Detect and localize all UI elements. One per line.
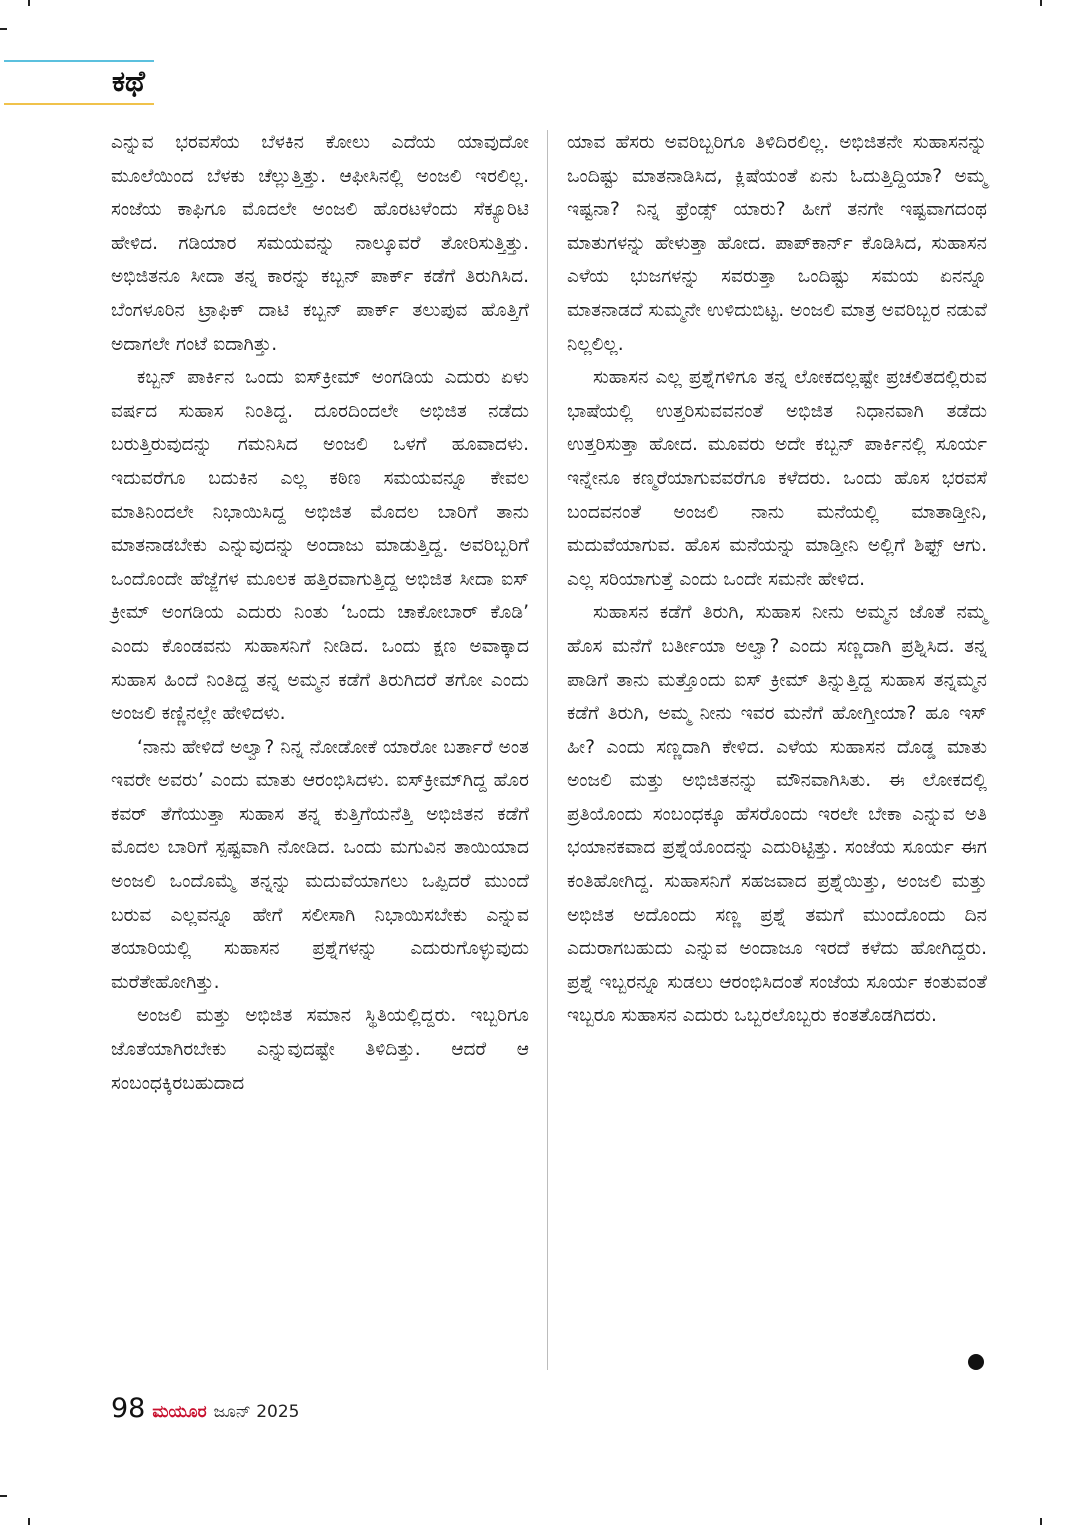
- paragraph: ಅಂಜಲಿ ಮತ್ತು ಅಭಿಜಿತ ಸಮಾನ ಸ್ಥಿತಿಯಲ್ಲಿದ್ದರು. ಇಬ್ಬರಿಗೂ ಜೊತೆಯಾಗಿರಬೇಕು ಎನ್ನುವುದಷ್ಟೇ ತಿಳಿದಿತ್ತು. ಆದರೆ ಆ ಸಂಬಂಧಕ್ಕಿರಬಹುದಾದ: [111, 1005, 529, 1094]
- paragraph: ‘ನಾನು ಹೇಳಿದೆ ಅಲ್ವಾ? ನಿನ್ನ ನೋಡೋಕೆ ಯಾರೋ ಬರ್ತಾರೆ ಅಂತ ಇವರೇ ಅವರು’ ಎಂದು ಮಾತು ಆರಂಭಿಸಿದಳು. ಐಸ್‌ಕ್ರೀಮ್‌ಗಿದ್ದ ಹೊರ ಕವರ್ ತೆಗೆಯುತ್ತಾ ಸುಹಾಸ ತನ್ನ ಕುತ್ತಿಗೆಯನೆತ್ತಿ ಅಭಿಜಿತನ ಕಡೆಗೆ ಮೊದಲ ಬಾರಿಗೆ ಸ್ಪಷ್ಟವಾಗಿ ನೋಡಿದ. ಒಂದು ಮಗುವಿನ ತಾಯಿಯಾದ ಅಂಜಲಿ ಒಂದೊಮ್ಮೆ ತನ್ನನ್ನು ಮದುವೆಯಾಗಲು ಒಪ್ಪಿದರೆ ಮುಂದೆ ಬರುವ ಎಲ್ಲವನ್ನೂ ಹೇಗೆ ಸಲೀಸಾಗಿ ನಿಭಾಯಿಸಬೇಕು ಎನ್ನುವ ತಯಾರಿಯಲ್ಲಿ ಸುಹಾಸನ ಪ್ರಶ್ನೆಗಳನ್ನು ಎದುರುಗೊಳ್ಳುವುದು ಮರೆತೇಹೋಗಿತ್ತು.: [111, 736, 529, 993]
- issue-date: ಜೂನ್ 2025: [213, 1402, 300, 1422]
- crop-mark-bottom-left-vertical: [28, 1518, 30, 1525]
- paragraph: ಕಬ್ಬನ್ ಪಾರ್ಕಿನ ಒಂದು ಐಸ್‌ಕ್ರೀಮ್ ಅಂಗಡಿಯ ಎದುರು ಏಳು ವರ್ಷದ ಸುಹಾಸ ನಿಂತಿದ್ದ. ದೂರದಿಂದಲೇ ಅಭಿಜಿತ ನಡೆದು ಬರುತ್ತಿರುವುದನ್ನು ಗಮನಿಸಿದ ಅಂಜಲಿ ಒಳಗೆ ಹೂವಾದಳು. ಇದುವರೆಗೂ ಬದುಕಿನ ಎಲ್ಲ ಕಠಿಣ ಸಮಯವನ್ನೂ ಕೇವಲ ಮಾತಿನಿಂದಲೇ ನಿಭಾಯಿಸಿದ್ದ ಅಭಿಜಿತ ಮೊದಲ ಬಾರಿಗೆ ತಾನು ಮಾತನಾಡಬೇಕು ಎನ್ನುವುದನ್ನು ಅಂದಾಜು ಮಾಡುತ್ತಿದ್ದ. ಅವರಿಬ್ಬರಿಗೆ ಒಂದೊಂದೇ ಹೆಜ್ಜೆಗಳ ಮೂಲಕ ಹತ್ತಿರವಾಗುತ್ತಿದ್ದ ಅಭಿಜಿತ ಸೀದಾ ಐಸ್ ಕ್ರೀಮ್ ಅಂಗಡಿಯ ಎದುರು ನಿಂತು ‘ಒಂದು ಚಾಕೋಬಾರ್ ಕೊಡಿ’ ಎಂದು ಕೊಂಡವನು ಸುಹಾಸನಿಗೆ ನೀಡಿದ. ಒಂದು ಕ್ಷಣ ಅವಾಕ್ಕಾದ ಸುಹಾಸ ಹಿಂದೆ ನಿಂತಿದ್ದ ತನ್ನ ಅಮ್ಮನ ಕಡೆಗೆ ತಿರುಗಿದರೆ ತಗೋ ಎಂದು ಅಂಜಲಿ ಕಣ್ಣಿನಲ್ಲೇ ಹೇಳಿದಳು.: [111, 367, 529, 725]
- crop-mark-bottom-right-vertical: [1040, 1518, 1042, 1525]
- paragraph: ಸುಹಾಸನ ಕಡೆಗೆ ತಿರುಗಿ, ಸುಹಾಸ ನೀನು ಅಮ್ಮನ ಜೊತೆ ನಮ್ಮ ಹೊಸ ಮನೆಗೆ ಬರ್ತೀಯಾ ಅಲ್ವಾ? ಎಂದು ಸಣ್ಣದಾಗಿ ಪ್ರಶ್ನಿಸಿದ. ತನ್ನ ಪಾಡಿಗೆ ತಾನು ಮತ್ತೊಂದು ಐಸ್ ಕ್ರೀಮ್ ತಿನ್ನುತ್ತಿದ್ದ ಸುಹಾಸ ತನ್ನಮ್ಮನ ಕಡೆಗೆ ತಿರುಗಿ, ಅಮ್ಮ ನೀನು ಇವರ ಮನೆಗೆ ಹೋಗ್ತೀಯಾ? ಹೂ ಇಸ್ ಹೀ? ಎಂದು ಸಣ್ಣದಾಗಿ ಕೇಳಿದ. ಎಳೆಯ ಸುಹಾಸನ ದೊಡ್ಡ ಮಾತು ಅಂಜಲಿ ಮತ್ತು ಅಭಿಜಿತನನ್ನು ಮೌನವಾಗಿಸಿತು. ಈ ಲೋಕದಲ್ಲಿ ಪ್ರತಿಯೊಂದು ಸಂಬಂಧಕ್ಕೂ ಹೆಸರೊಂದು ಇರಲೇ ಬೇಕಾ ಎನ್ನುವ ಅತಿ ಭಯಾನಕವಾದ ಪ್ರಶ್ನೆಯೊಂದನ್ನು ಎದುರಿಟ್ಟಿತ್ತು. ಸಂಜೆಯ ಸೂರ್ಯ ಈಗ ಕಂತಿಹೋಗಿದ್ದ. ಸುಹಾಸನಿಗೆ ಸಹಜವಾದ ಪ್ರಶ್ನೆಯಿತ್ತು, ಅಂಜಲಿ ಮತ್ತು ಅಭಿಜಿತ ಅದೊಂದು ಸಣ್ಣ ಪ್ರಶ್ನೆ ತಮಗೆ ಮುಂದೊಂದು ದಿನ ಎದುರಾಗಬಹುದು ಎನ್ನುವ ಅಂದಾಜೂ ಇರದೆ ಕಳೆದು ಹೋಗಿದ್ದರು. ಪ್ರಶ್ನೆ ಇಬ್ಬರನ್ನೂ ಸುಡಲು ಆರಂಭಿಸಿದಂತೆ ಸಂಜೆಯ ಸೂರ್ಯ ಕಂತುವಂತೆ ಇಬ್ಬರೂ ಸುಹಾಸನ ಎದುರು ಒಬ್ಬರಲೊಬ್ಬರು ಕಂತತೊಡಗಿದರು.: [567, 602, 987, 1027]
- section-title: ಕಥೆ: [112, 64, 145, 98]
- page-number: 98: [111, 1393, 146, 1424]
- section-rule-blue: [4, 60, 154, 62]
- paragraph: ಎನ್ನುವ ಭರವಸೆಯ ಬೆಳಕಿನ ಕೋಲು ಎದೆಯ ಯಾವುದೋ ಮೂಲೆಯಿಂದ ಬೆಳಕು ಚೆಲ್ಲುತ್ತಿತ್ತು. ಆಫೀಸಿನಲ್ಲಿ ಅಂಜಲಿ ಇರಲಿಲ್ಲ. ಸಂಜೆಯ ಕಾಫಿಗೂ ಮೊದಲೇ ಅಂಜಲಿ ಹೊರಟಳೆಂದು ಸೆಕ್ಯೂರಿಟಿ ಹೇಳಿದ. ಗಡಿಯಾರ ಸಮಯವನ್ನು ನಾಲ್ಕೂವರೆ ತೋರಿಸುತ್ತಿತ್ತು. ಅಭಿಜಿತನೂ ಸೀದಾ ತನ್ನ ಕಾರನ್ನು ಕಬ್ಬನ್ ಪಾರ್ಕ್ ಕಡೆಗೆ ತಿರುಗಿಸಿದ. ಬೆಂಗಳೂರಿನ ಟ್ರಾಫಿಕ್ ದಾಟಿ ಕಬ್ಬನ್ ಪಾರ್ಕ್ ತಲುಪುವ ಹೊತ್ತಿಗೆ ಅದಾಗಲೇ ಗಂಟೆ ಐದಾಗಿತ್ತು.: [111, 132, 529, 355]
- article-column-right: [567, 126, 987, 1033]
- crop-mark-top-left: [0, 28, 7, 30]
- paragraph: ಸುಹಾಸನ ಎಲ್ಲ ಪ್ರಶ್ನೆಗಳಿಗೂ ತನ್ನ ಲೋಕದಲ್ಲಷ್ಟೇ ಪ್ರಚಲಿತದಲ್ಲಿರುವ ಭಾಷೆಯಲ್ಲಿ ಉತ್ತರಿಸುವವನಂತೆ ಅಭಿಜಿತ ನಿಧಾನವಾಗಿ ತಡೆದು ಉತ್ತರಿಸುತ್ತಾ ಹೋದ. ಮೂವರು ಅದೇ ಕಬ್ಬನ್ ಪಾರ್ಕಿನಲ್ಲಿ ಸೂರ್ಯ ಇನ್ನೇನೂ ಕಣ್ಮರೆಯಾಗುವವರೆಗೂ ಕಳೆದರು. ಒಂದು ಹೊಸ ಭರವಸೆ ಬಂದವನಂತೆ ಅಂಜಲಿ ನಾನು ಮನೆಯಲ್ಲಿ ಮಾತಾಡ್ತೀನಿ, ಮದುವೆಯಾಗುವ. ಹೊಸ ಮನೆಯನ್ನು ಮಾಡ್ತೀನಿ ಅಲ್ಲಿಗೆ ಶಿಫ್ಟ್ ಆಗು. ಎಲ್ಲ ಸರಿಯಾಗುತ್ತೆ ಎಂದು ಒಂದೇ ಸಮನೇ ಹೇಳಿದ.: [567, 367, 987, 590]
- end-of-story-bullet-icon: [968, 1354, 984, 1370]
- crop-mark-bottom-left: [0, 1495, 7, 1497]
- page-footer: [111, 1393, 299, 1424]
- crop-mark-top-right-vertical: [1040, 0, 1042, 6]
- column-divider: [547, 130, 548, 1370]
- crop-mark-top-left-vertical: [28, 0, 30, 6]
- magazine-name: ಮಯೂರ: [152, 1402, 207, 1422]
- paragraph: ಯಾವ ಹೆಸರು ಅವರಿಬ್ಬರಿಗೂ ತಿಳಿದಿರಲಿಲ್ಲ. ಅಭಿಜಿತನೇ ಸುಹಾಸನನ್ನು ಒಂದಿಷ್ಟು ಮಾತನಾಡಿಸಿದ, ಕ್ಲಿಷೆಯಂತೆ ಏನು ಓದುತ್ತಿದ್ದಿಯಾ? ಅಮ್ಮ ಇಷ್ಟನಾ? ನಿನ್ನ ಫ್ರೆಂಡ್ಸ್ ಯಾರು? ಹೀಗೆ ತನಗೇ ಇಷ್ಟವಾಗದಂಥ ಮಾತುಗಳನ್ನು ಹೇಳುತ್ತಾ ಹೋದ. ಪಾಪ್‌ಕಾರ್ನ್ ಕೊಡಿಸಿದ, ಸುಹಾಸನ ಎಳೆಯ ಭುಜಗಳನ್ನು ಸವರುತ್ತಾ ಒಂದಿಷ್ಟು ಸಮಯ ಏನನ್ನೂ ಮಾತನಾಡದೆ ಸುಮ್ಮನೇ ಉಳಿದುಬಿಟ್ಟ. ಅಂಜಲಿ ಮಾತ್ರ ಅವರಿಬ್ಬರ ನಡುವೆ ನಿಲ್ಲಲಿಲ್ಲ.: [567, 132, 987, 355]
- article-column-left: [111, 126, 529, 1100]
- section-rule-yellow: [4, 103, 154, 105]
